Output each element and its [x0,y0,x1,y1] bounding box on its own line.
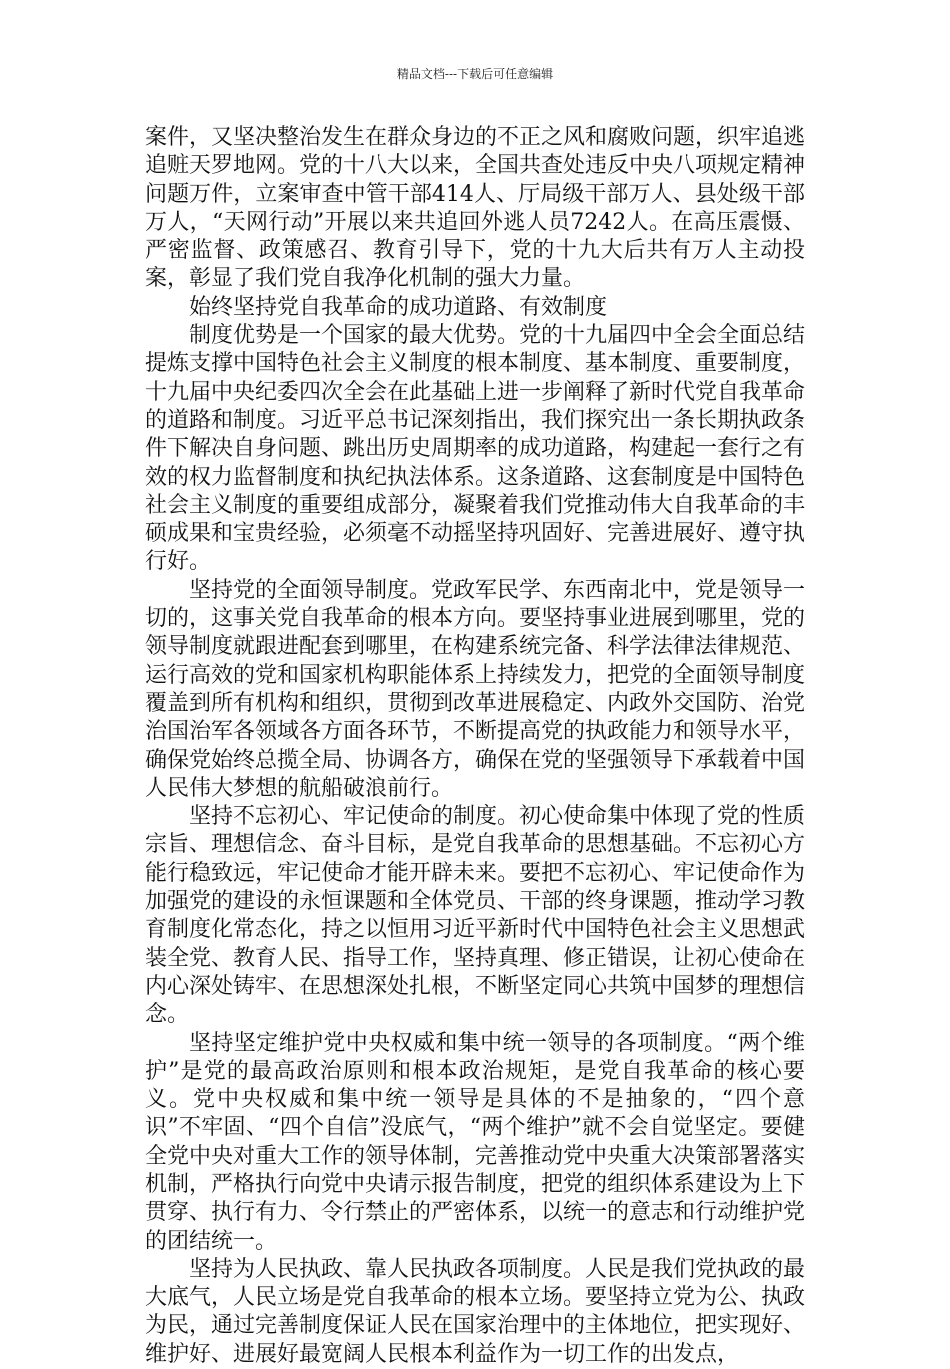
paragraph-institutional-advantage: 制度优势是一个国家的最大优势。党的十九届四中全会全面总结提炼支撑中国特色社会主义制度的根本制度、基本制度、重要制度，十九届中央纪委四次全会在此基础上进一步阐释了新时代党自我革命的道路和制度。习近平总书记深刻指出，我们探究出一条长期执政条件下解决自身问题、跳出历史周期率的成功道路，构建起一套行之有效的权力监督制度和执纪执法体系。这条道路、这套制度是中国特色社会主义制度的重要组成部分，凝聚着我们党推动伟大自我革命的丰硕成果和宝贵经验，必须毫不动摇坚持巩固好、完善进展好、遵守执行好。 [145,323,806,575]
paragraph-people-governance: 坚持为人民执政、靠人民执政各项制度。人民是我们党执政的最大底气，人民立场是党自我革命的根本立场。要坚持立党为公、执政为民，通过完善制度保证人民在国家治理中的主体地位，把实现好、维护好、进展好最宽阔人民根本利益作为一切工作的出发点， [145,1256,806,1367]
page-header: 精品文档---下载后可任意编辑 [396,67,554,81]
paragraph-party-leadership: 坚持党的全面领导制度。党政军民学、东西南北中，党是领导一切的，这事关党自我革命的根本方向。要坚持事业进展到哪里，党的领导制度就跟进配套到哪里，在构建系统完备、科学法律法律规范、运行高效的党和国家机构职能体系上持续发力，把党的全面领导制度覆盖到所有机构和组织，贯彻到改革进展稳定、内政外交国防、治党治国治军各领域各方面各环节，不断提高党的执政能力和领导水平，确保党始终总揽全局、协调各方，确保在党的坚强领导下承载着中国人民伟大梦想的航船破浪前行。 [145,577,806,801]
section-heading: 始终坚持党自我革命的成功道路、有效制度 [189,294,608,320]
document-body [145,124,805,1369]
paragraph-central-authority: 坚持坚定维护党中央权威和集中统一领导的各项制度。“两个维护”是党的最高政治原则和根本政治规矩，是党自我革命的核心要义。党中央权威和集中统一领导是具体的不是抽象的，“四个意识”不牢固、“四个自信”没底气，“两个维护”就不会自觉坚定。要健全党中央对重大工作的领导体制，完善推动党中央重大决策部署落实机制，严格执行向党中央请示报告制度，把党的组织体系建设为上下贯穿、执行有力、令行禁止的严密体系，以统一的意志和行动维护党的团结统一。 [145,1030,806,1254]
paragraph-original-aspiration: 坚持不忘初心、牢记使命的制度。初心使命集中体现了党的性质宗旨、理想信念、奋斗目标，是党自我革命的思想基础。不忘初心方能行稳致远，牢记使命才能开辟未来。要把不忘初心、牢记使命作为加强党的建设的永恒课题和全体党员、干部的终身课题，推动学习教育制度化常态化，持之以恒用习近平新时代中国特色社会主义思想武装全党、教育人民、指导工作，坚持真理、修正错误，让初心使命在内心深处铸牢、在思想深处扎根，不断坚定同心共筑中国梦的理想信念。 [145,804,806,1028]
continuation-paragraph: 案件，又坚决整治发生在群众身边的不正之风和腐败问题，织牢追逃追赃天罗地网。党的十八大以来，全国共查处违反中央八项规定精神问题万件，立案审查中管干部414人、厅局级干部万人、县处级干部万人，“天网行动”开展以来共追回外逃人员7242人。在高压震慑、严密监督、政策感召、教育引导下，党的十九大后共有万人主动投案，彰显了我们党自我净化机制的强大力量。 [145,125,806,292]
